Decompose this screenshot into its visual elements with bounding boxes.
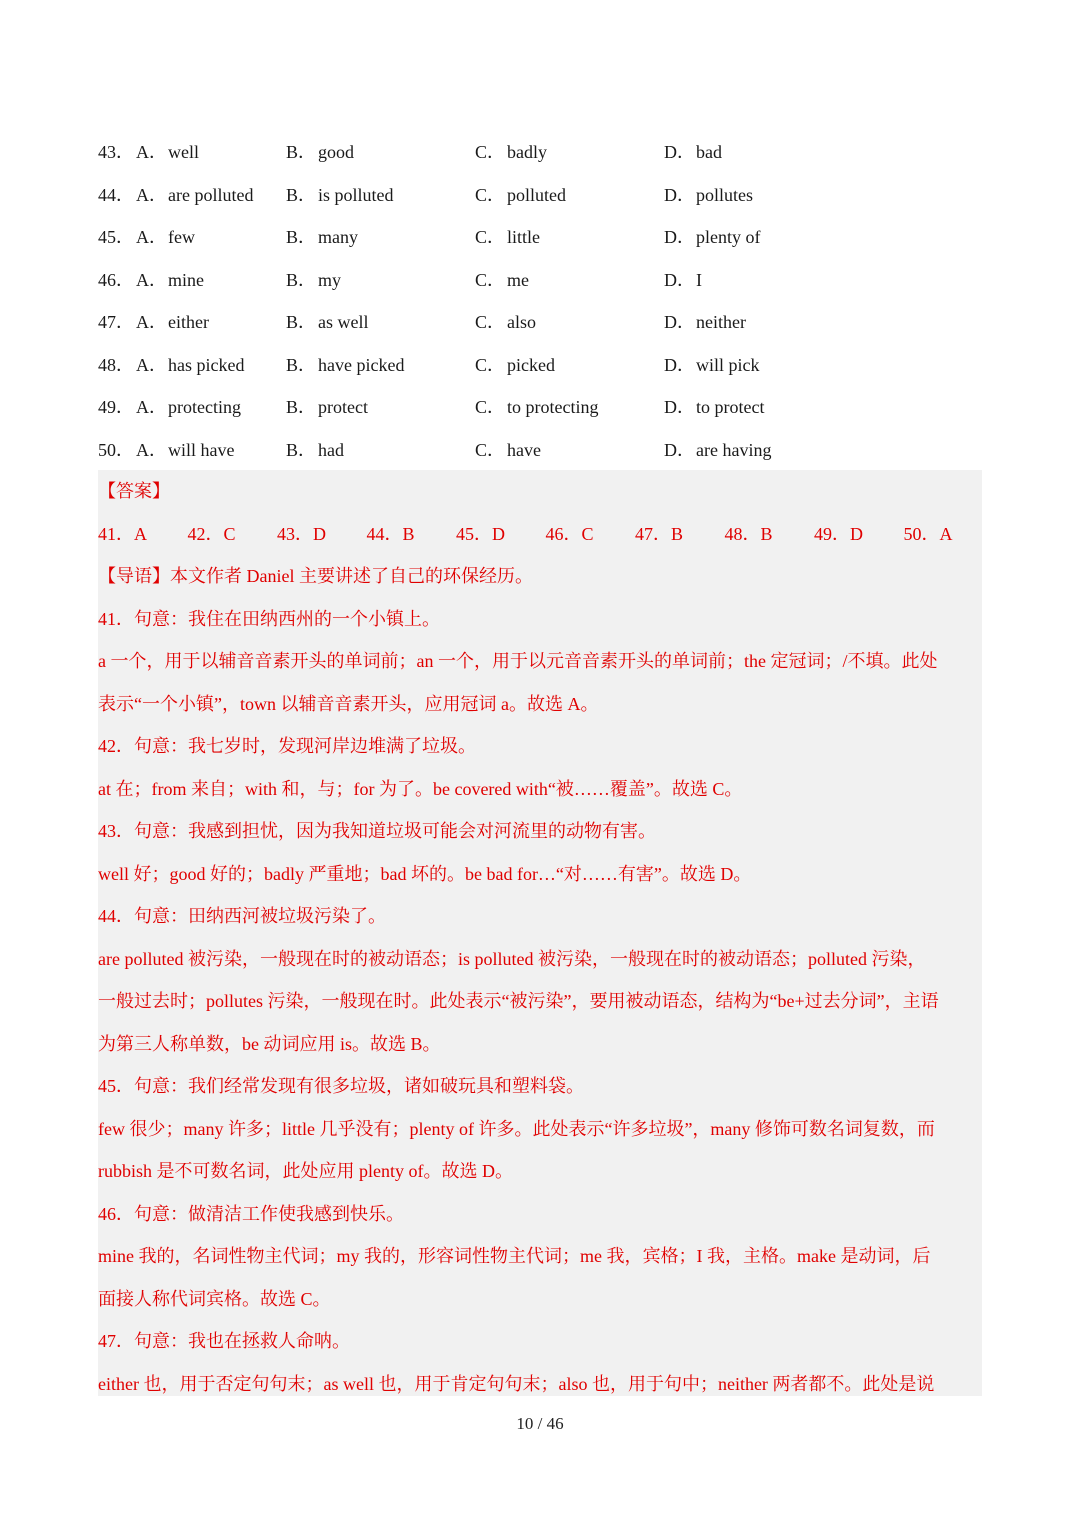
explanation-line: well 好；good 好的；badly 严重地；bad 坏的。be bad for…“对……有害”。故选 D。 bbox=[98, 863, 752, 884]
option-c bbox=[475, 429, 541, 472]
option-text: have picked bbox=[318, 354, 405, 375]
answer-key-row bbox=[98, 513, 982, 556]
option-text: are polluted bbox=[168, 184, 254, 205]
option-b bbox=[286, 429, 344, 472]
option-b bbox=[286, 301, 368, 344]
option-d bbox=[664, 131, 722, 174]
option-letter: D． bbox=[664, 439, 695, 460]
option-text: my bbox=[318, 269, 342, 290]
question-number: 43． bbox=[98, 142, 134, 162]
answer-key-item: 43．D bbox=[277, 523, 326, 544]
answer-key-item: 50．A bbox=[903, 523, 953, 544]
option-letter: D． bbox=[664, 184, 695, 205]
option-b bbox=[286, 216, 358, 259]
explanation-line: at 在；from 来自；with 和，与；for 为了。be covered with“被……覆盖”。故选 C。 bbox=[98, 778, 743, 799]
option-a bbox=[136, 216, 195, 259]
explanation-line: few 很少；many 许多；little 几乎没有；plenty of 许多。此处表示“许多垃圾”，many 修饰可数名词复数，而 bbox=[98, 1118, 935, 1139]
explanation-line: 47．句意：我也在拯救人命呐。 bbox=[98, 1331, 350, 1351]
explanation-line: 43．句意：我感到担忧，因为我知道垃圾可能会对河流里的动物有害。 bbox=[98, 821, 656, 841]
option-letter: D． bbox=[664, 142, 695, 162]
option-d bbox=[664, 344, 760, 387]
answer-key-item: 42．C bbox=[187, 523, 236, 544]
explanation-line: either 也，用于否定句句末；as well 也，用于肯定句句末；also 也，用于句中；neither 两者都不。此处是说 bbox=[98, 1373, 935, 1394]
option-text: to protecting bbox=[507, 397, 599, 417]
option-text: as well bbox=[318, 312, 369, 332]
question-number: 44． bbox=[98, 184, 134, 205]
option-text: protect bbox=[318, 397, 368, 417]
option-letter: A． bbox=[136, 184, 167, 205]
option-letter: C． bbox=[475, 142, 506, 162]
option-text: well bbox=[168, 142, 199, 162]
question-row bbox=[98, 301, 982, 344]
option-letter: A． bbox=[136, 142, 167, 162]
option-letter: A． bbox=[136, 269, 167, 290]
question-options-list bbox=[98, 131, 982, 471]
option-text: good bbox=[318, 142, 354, 162]
option-text: is polluted bbox=[318, 184, 394, 205]
option-a bbox=[136, 386, 241, 429]
explanation-line: a 一个，用于以辅音音素开头的单词前；an 一个，用于以元音音素开头的单词前；the 定冠词；/不填。此处 bbox=[98, 651, 938, 671]
option-d bbox=[664, 429, 771, 472]
answer-key-item: 48．B bbox=[724, 523, 773, 544]
option-a bbox=[136, 429, 234, 472]
option-text: few bbox=[168, 227, 195, 247]
answer-key-item: 46．C bbox=[545, 523, 594, 544]
option-letter: D． bbox=[664, 269, 695, 290]
option-a bbox=[136, 131, 199, 174]
explanation-line: 一般过去时；pollutes 污染，一般现在时。此处表示“被污染”，要用被动语态，结构为“be+过去分词”，主语 bbox=[98, 991, 939, 1011]
option-text: pollutes bbox=[696, 184, 753, 205]
option-text: badly bbox=[507, 142, 547, 162]
option-letter: B． bbox=[286, 227, 317, 247]
question-number: 48． bbox=[98, 354, 134, 375]
option-text: are having bbox=[696, 439, 772, 460]
option-d bbox=[664, 386, 764, 429]
question-row bbox=[98, 429, 982, 472]
option-b bbox=[286, 344, 404, 387]
option-letter: B． bbox=[286, 142, 317, 162]
option-letter: C． bbox=[475, 397, 506, 417]
option-c bbox=[475, 216, 540, 259]
answer-key-item: 44．B bbox=[366, 523, 415, 544]
option-letter: A． bbox=[136, 397, 167, 417]
page-number bbox=[0, 1412, 1080, 1436]
option-text: had bbox=[318, 439, 344, 460]
option-letter: D． bbox=[664, 397, 695, 417]
answer-key-item: 49．D bbox=[814, 523, 863, 544]
option-text: plenty of bbox=[696, 227, 761, 247]
option-letter: D． bbox=[664, 227, 695, 247]
option-letter: A． bbox=[136, 312, 167, 332]
answer-key-item: 41．A bbox=[98, 523, 147, 544]
option-letter: A． bbox=[136, 227, 167, 247]
explanation-line: 46．句意：做清洁工作使我感到快乐。 bbox=[98, 1203, 404, 1224]
question-row bbox=[98, 344, 982, 387]
option-c bbox=[475, 259, 529, 302]
explanation-line: 为第三人称单数，be 动词应用 is。故选 B。 bbox=[98, 1033, 441, 1054]
current-page: 10 bbox=[516, 1414, 534, 1433]
explanation-line: 41．句意：我住在田纳西州的一个小镇上。 bbox=[98, 608, 440, 629]
question-row bbox=[98, 131, 982, 174]
option-text: will pick bbox=[696, 354, 760, 375]
option-text: have bbox=[507, 439, 541, 460]
option-d bbox=[664, 259, 702, 302]
option-letter: C． bbox=[475, 184, 506, 205]
answer-key-item: 45．D bbox=[456, 523, 505, 544]
option-text: protecting bbox=[168, 397, 241, 417]
option-c bbox=[475, 131, 547, 174]
option-c bbox=[475, 386, 598, 429]
explanation-line: 44．句意：田纳西河被垃圾污染了。 bbox=[98, 906, 386, 926]
explanation-line: 表示“一个小镇”，town 以辅音音素开头，应用冠词 a。故选 A。 bbox=[98, 693, 599, 714]
question-number: 47． bbox=[98, 312, 134, 332]
question-number: 46． bbox=[98, 269, 134, 290]
option-letter: B． bbox=[286, 439, 317, 460]
option-a bbox=[136, 344, 244, 387]
explanation-line: 45．句意：我们经常发现有很多垃圾，诸如破玩具和塑料袋。 bbox=[98, 1076, 584, 1096]
option-letter: C． bbox=[475, 312, 506, 332]
answer-header: 【答案】 bbox=[98, 481, 170, 501]
option-c bbox=[475, 301, 536, 344]
option-a bbox=[136, 174, 253, 217]
question-number: 49． bbox=[98, 397, 134, 417]
option-letter: B． bbox=[286, 269, 317, 290]
explanation-block bbox=[98, 555, 982, 1396]
option-text: to protect bbox=[696, 397, 765, 417]
explanation-line: are polluted 被污染，一般现在时的被动语态；is polluted 被污染，一般现在时的被动语态；polluted 污染， bbox=[98, 948, 926, 969]
option-letter: C． bbox=[475, 354, 506, 375]
page-separator: / bbox=[537, 1414, 543, 1433]
option-text: has picked bbox=[168, 354, 245, 375]
answer-section bbox=[98, 470, 982, 1396]
option-c bbox=[475, 344, 555, 387]
option-text: little bbox=[507, 227, 540, 247]
explanation-line: 42．句意：我七岁时，发现河岸边堆满了垃圾。 bbox=[98, 736, 476, 756]
option-letter: B． bbox=[286, 397, 317, 417]
option-b bbox=[286, 386, 368, 429]
option-d bbox=[664, 174, 753, 217]
question-row bbox=[98, 259, 982, 302]
option-letter: C． bbox=[475, 269, 506, 290]
question-row bbox=[98, 174, 982, 217]
option-d bbox=[664, 216, 761, 259]
option-text: I bbox=[696, 269, 702, 290]
option-letter: D． bbox=[664, 312, 695, 332]
explanation-line: 面接人称代词宾格。故选 C。 bbox=[98, 1288, 331, 1309]
question-row bbox=[98, 386, 982, 429]
option-letter: A． bbox=[136, 354, 167, 375]
option-letter: C． bbox=[475, 227, 506, 247]
option-letter: B． bbox=[286, 184, 317, 205]
option-text: bad bbox=[696, 142, 722, 162]
explanation-line: 【导语】本文作者 Daniel 主要讲述了自己的环保经历。 bbox=[98, 566, 533, 586]
option-letter: B． bbox=[286, 354, 317, 375]
option-text: picked bbox=[507, 354, 555, 375]
option-letter: A． bbox=[136, 439, 167, 460]
option-letter: C． bbox=[475, 439, 506, 460]
option-text: many bbox=[318, 227, 358, 247]
option-text: also bbox=[507, 312, 536, 332]
option-text: will have bbox=[168, 439, 235, 460]
answer-key-item: 47．B bbox=[635, 523, 684, 544]
option-letter: B． bbox=[286, 312, 317, 332]
question-number: 45． bbox=[98, 227, 134, 247]
option-text: mine bbox=[168, 269, 204, 290]
option-letter: D． bbox=[664, 354, 695, 375]
option-b bbox=[286, 259, 341, 302]
option-b bbox=[286, 131, 354, 174]
option-b bbox=[286, 174, 394, 217]
option-a bbox=[136, 259, 204, 302]
option-c bbox=[475, 174, 566, 217]
question-number: 50． bbox=[98, 439, 134, 460]
explanation-line: mine 我的，名词性物主代词；my 我的，形容词性物主代词；me 我，宾格；I 我，主格。make 是动词，后 bbox=[98, 1246, 931, 1266]
option-text: neither bbox=[696, 312, 746, 332]
option-text: either bbox=[168, 312, 209, 332]
option-text: polluted bbox=[507, 184, 566, 205]
explanation-line: rubbish 是不可数名词，此处应用 plenty of。故选 D。 bbox=[98, 1161, 513, 1181]
question-row bbox=[98, 216, 982, 259]
total-pages: 46 bbox=[546, 1414, 564, 1433]
option-d bbox=[664, 301, 746, 344]
option-a bbox=[136, 301, 209, 344]
option-text: me bbox=[507, 269, 529, 290]
